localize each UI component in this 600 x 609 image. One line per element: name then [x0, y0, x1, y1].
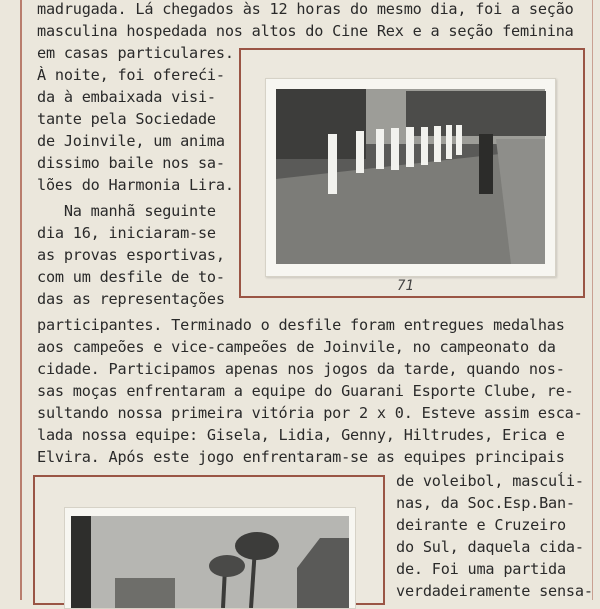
- left-margin-line: [20, 0, 22, 600]
- text-line: das as representações: [37, 290, 225, 308]
- right-margin-line: [592, 0, 593, 600]
- photo-street: [64, 507, 356, 609]
- text-line: do Sul, daquela cida-: [396, 538, 584, 556]
- text-line: de Joinvile, um anima: [37, 132, 225, 150]
- text-line: cidade. Participamos apenas nos jogos da tarde, quando nos-: [37, 360, 565, 378]
- text-line: as provas esportivas,: [37, 246, 225, 264]
- text-line: sas moças enfrentaram a equipe do Guarani Esporte Clube, re-: [37, 382, 574, 400]
- text-line: de voleibol, mascuĺi-: [396, 472, 584, 490]
- text-line: lada nossa equipe: Gisela, Lidia, Genny, Hiltrudes, Erica e: [37, 426, 565, 444]
- text-line: tante pela Sociedade: [37, 110, 216, 128]
- text-line: Elvira. Após este jogo enfrentaram-se as equipes principais: [37, 448, 565, 466]
- text-line: deirante e Cruzeiro: [396, 516, 566, 534]
- text-line: À noite, foi ofereći-: [37, 66, 225, 84]
- photo-caption: 71: [397, 278, 414, 294]
- text-line: de. Foi uma partida: [396, 560, 566, 578]
- text-line: participantes. Terminado o desfile foram entregues medalhas: [37, 316, 565, 334]
- text-line: da à embaixada visi-: [37, 88, 216, 106]
- text-line: dia 16, iniciaram-se: [37, 224, 216, 242]
- text-line: Na manhã seguinte: [37, 202, 216, 220]
- text-line: com um desfile de to-: [37, 268, 225, 286]
- parade-photo-image: [266, 79, 555, 276]
- text-line: sultando nossa primeira vitória por 2 x 0. Esteve assim esca-: [37, 404, 583, 422]
- text-line: nas, da Soc.Esp.Ban-: [396, 494, 575, 512]
- text-line: aos campeões e vice-campeões de Joinvile, no campeonato da: [37, 338, 556, 356]
- text-line: em casas particulares.: [37, 44, 234, 62]
- text-line: lões do Harmonia Lira.: [37, 176, 234, 194]
- text-line: masculina hospedada nos altos do Cine Rex e a seção feminina: [37, 22, 574, 40]
- street-photo-image: [65, 508, 355, 608]
- text-line: madrugada. Lá chegados às 12 horas do mesmo dia, foi a seção: [37, 0, 574, 18]
- text-line: verdadeiramente sensa-: [396, 582, 593, 600]
- photo-parade: [265, 78, 556, 277]
- text-line: dissimo baile nos sa-: [37, 154, 225, 172]
